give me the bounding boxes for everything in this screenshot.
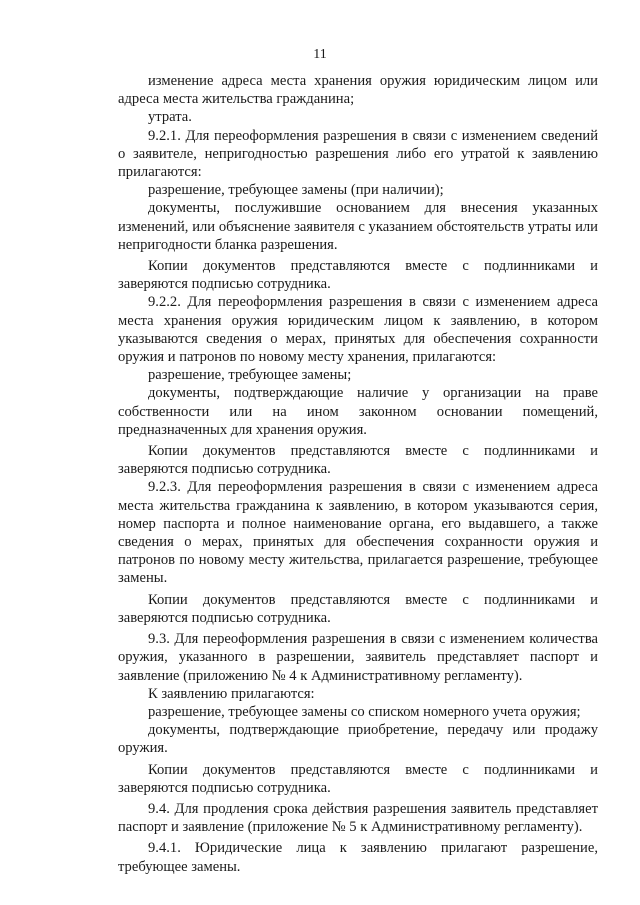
paragraph-9-4-1: 9.4.1. Юридические лица к заявлению прилагают разрешение, требующее замены. [118, 840, 598, 875]
paragraph-copies-2: Копии документов представляются вместе с подлинниками и заверяются подписью сотрудника. [118, 443, 598, 478]
paragraph-copies-4: Копии документов представляются вместе с подлинниками и заверяются подписью сотрудника. [118, 761, 598, 796]
paragraph-9-3: 9.3. Для переоформления разрешения в связи с изменением количества оружия, указанного в разрешении, заявитель представляет паспорт и заявление (приложению № 4 к Административному регламенту). [118, 631, 598, 684]
paragraph-loss: утрата. [148, 109, 192, 126]
document-body [118, 72, 598, 876]
paragraph-permit-with-list: разрешение, требующее замены со списком номерного учета оружия; [148, 703, 581, 720]
paragraph-9-2-3: 9.2.3. Для переоформления разрешения в связи с изменением адреса места жительства гражданина к заявлению, в котором указываются серия, номер паспорта и полное наименование органа, его выдавшего, а также сведения о мерах, принятых для обеспечения сохранности оружия и патронов по новому месту жительства, прилагается разрешение, требующее замены. [118, 479, 598, 587]
paragraph-9-4: 9.4. Для продления срока действия разрешения заявитель представляет паспорт и заявление (приложение № 5 к Административному регламенту). [118, 800, 598, 836]
paragraph-copies-3: Копии документов представляются вместе с подлинниками и заверяются подписью сотрудника. [118, 591, 598, 626]
paragraph-permit-replacement: разрешение, требующее замены (при наличии); [148, 182, 444, 199]
paragraph-9-2-2: 9.2.2. Для переоформления разрешения в связи с изменением адреса места хранения оружия юридическим лицом к заявлению, в котором указываются сведения о мерах, принятых для обеспечения сохранности оружия и патронов по новому месту хранения, прилагаются: [118, 294, 598, 366]
paragraph-acquisition-documents: документы, подтверждающие приобретение, передачу или продажу оружия. [118, 722, 598, 757]
page-number: 11 [313, 47, 327, 62]
paragraph-copies-1: Копии документов представляются вместе с подлинниками и заверяются подписью сотрудника. [118, 258, 598, 293]
paragraph-permit-replacement-2: разрешение, требующее замены; [148, 367, 352, 384]
paragraph-ownership-documents: документы, подтверждающие наличие у организации на праве собственности или на ином законном основании помещений, предназначенных для хранения оружия. [118, 385, 598, 438]
paragraph-address-change: изменение адреса места хранения оружия юридическим лицом или адреса места жительства гражданина; [118, 73, 598, 108]
paragraph-documents-basis: документы, послужившие основанием для внесения указанных изменений, или объяснение заявителя с указанием обстоятельств утраты или непригодности бланка разрешения. [118, 200, 598, 253]
paragraph-attachments: К заявлению прилагаются: [148, 685, 315, 702]
paragraph-9-2-1: 9.2.1. Для переоформления разрешения в связи с изменением сведений о заявителе, непригодностью разрешения либо его утратой к заявлению прилагаются: [118, 127, 598, 181]
